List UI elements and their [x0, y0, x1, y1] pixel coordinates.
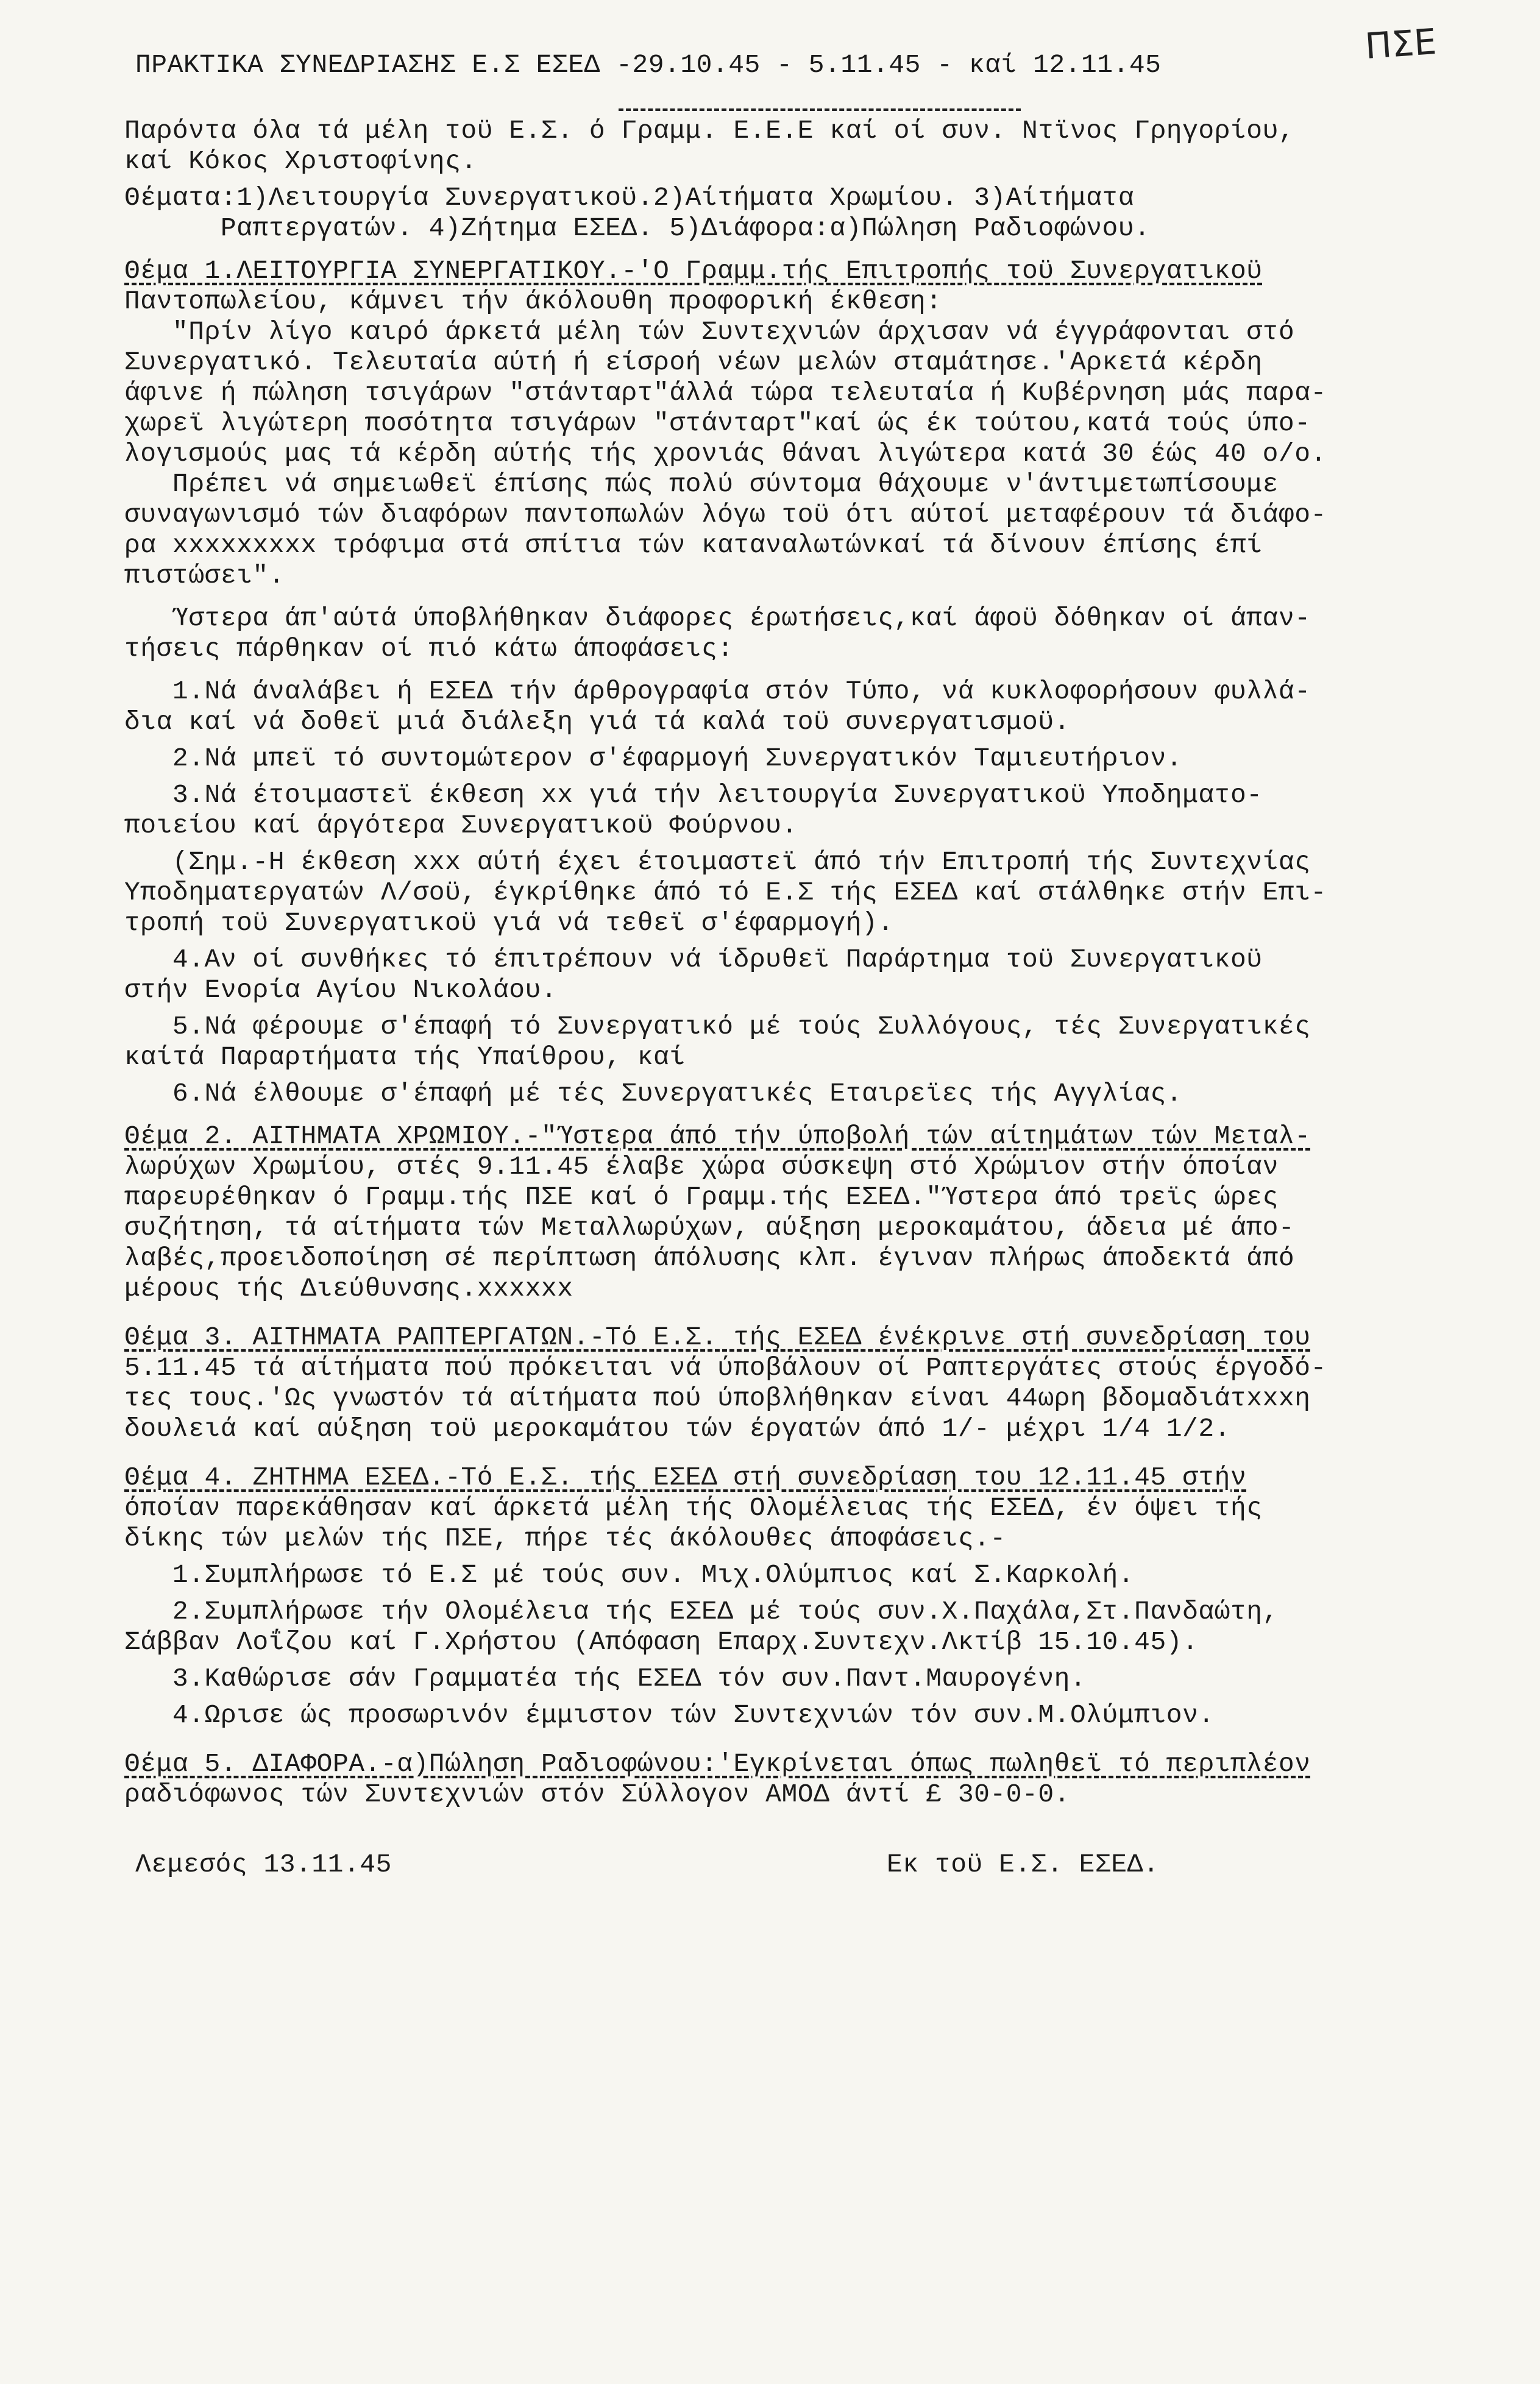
text-line: Ραπτεργατών. 4)Ζήτημα ΕΣΕΔ. 5)Διάφορα:α)Πώληση Ραδιοφώνου. [124, 213, 1151, 243]
text-line: συζήτηση, τά αίτήματα τών Μεταλλωρύχων, αύξηση μεροκαμάτου, άδεια μέ άπο- [124, 1213, 1295, 1243]
decision-item: 2.Συμπλήρωσε τήν Ολομέλεια τής ΕΣΕΔ μέ τούς συν.Χ.Παχάλα,Στ.Πανδαώτη, [124, 1597, 1279, 1627]
text-line: τροπή τοϋ Συνεργατικοϋ γιά νά τεθεϊ σ'έφαρμογή). [124, 908, 894, 938]
text-line: ρα xxxxxxxxx τρόφιμα στά σπίτια τών καταναλωτώνκαί τά δίνουν έπίσης έπί [124, 530, 1263, 560]
text-line: παρευρέθηκαν ό Γραμμ.τής ΠΣΕ καί ό Γραμμ.τής ΕΣΕΔ."Ύστερα άπό τρεϊς ώρες [124, 1182, 1279, 1212]
text-line: λαβές,προειδοποίηση σέ περίπτωση άπόλυσης κλπ. έγιναν πλήρως άποδεκτά άπό [124, 1243, 1295, 1273]
section-heading: Θέμα 5. ΔΙΑΦΟΡΑ.-α)Πώληση Ραδιοφώνου:'Εγκρίνεται όπως πωληθεϊ τό περιπλέον [124, 1749, 1311, 1779]
text-line: Θέματα:1)Λειτουργία Συνεργατικοϋ.2)Αίτήματα Χρωμίου. 3)Αίτήματα [124, 183, 1135, 213]
text-line: λωρύχων Χρωμίου, στές 9.11.45 έλαβε χώρα σύσκεψη στό Χρώμιον στήν όποίαν [124, 1152, 1279, 1182]
text-line: 5.11.45 τά αίτήματα πού πρόκειται νά ύποβάλουν οί Ραπτεργάτες στούς έργοδό- [124, 1353, 1327, 1383]
text-line: Παντοπωλείου, κάμνει τήν άκόλουθη προφορική έκθεση: [124, 286, 942, 316]
text-line: δια καί νά δοθεϊ μιά διάλεξη γιά τά καλά τοϋ συνεργατισμοϋ. [124, 707, 1070, 737]
text-line: (Σημ.-Η έκθεση xxx αύτή έχει έτοιμαστεϊ άπό τήν Επιτροπή τής Συντεχνίας [124, 847, 1311, 877]
section-heading: Θέμα 1.ΛΕΙΤΟΥΡΓΙΑ ΣΥΝΕΡΓΑΤΙΚΟΥ.-'Ο Γραμμ.τής Επιτροπής τοϋ Συνεργατικοϋ [124, 256, 1263, 286]
text-line: Πρέπει νά σημειωθεϊ έπίσης πώς πολύ σύντομα θάχουμε ν'άντιμετωπίσουμε [124, 469, 1279, 499]
title-underline [619, 108, 1021, 111]
section-heading: Θέμα 3. ΑΙΤΗΜΑΤΑ ΡΑΠΤΕΡΓΑΤΩΝ.-Τό Ε.Σ. τής ΕΣΕΔ ένέκρινε στή συνεδρίαση του [124, 1322, 1311, 1352]
text-line: Ύστερα άπ'αύτά ύποβλήθηκαν διάφορες έρωτήσεις,καί άφοϋ δόθηκαν οί άπαν- [124, 603, 1311, 633]
decision-item: 4.Ωρισε ώς προσωρινόν έμμιστον τών Συντεχνιών τόν συν.Μ.Ολύμπιον. [124, 1700, 1215, 1730]
text-line: συναγωνισμό τών διαφόρων παντοπωλών λόγω τοϋ ότι αύτοί μεταφέρουν τά διάφο- [124, 500, 1327, 530]
text-line: μέρους τής Διεύθυνσης.xxxxxx [124, 1274, 573, 1304]
text-line: "Πρίν λίγο καιρό άρκετά μέλη τών Συντεχνιών άρχισαν νά έγγράφονται στό [124, 317, 1295, 347]
decision-item: 3.Καθώρισε σάν Γραμματέα τής ΕΣΕΔ τόν συν.Παντ.Μαυρογένη. [124, 1664, 1087, 1694]
place-date: Λεμεσός 13.11.45 [135, 1850, 392, 1879]
text-line: χωρεϊ λιγώτερη ποσότητα τσιγάρων "στάνταρτ"καί ώς έκ τούτου,κατά τούς ύπο- [124, 408, 1311, 438]
text-line: Παρόντα όλα τά μέλη τοϋ Ε.Σ. ό Γραμμ. Ε.Ε.Ε καί οί συν. Ντϊνος Γρηγορίου, [124, 116, 1295, 146]
decision-item: 1.Συμπλήρωσε τό Ε.Σ μέ τούς συν. Μιχ.Ολύμπιος καί Σ.Καρκολή. [124, 1560, 1135, 1590]
text-line: ραδιόφωνος τών Συντεχνιών στόν Σύλλογον ΑΜΟΔ άντί £ 30-0-0. [124, 1779, 1070, 1809]
text-line: Συνεργατικό. Τελευταία αύτή ή είσροή νέων μελών σταμάτησε.'Αρκετά κέρδη [124, 347, 1263, 377]
text-line: πιστώσει". [124, 561, 285, 591]
text-line: Υποδηματεργατών Λ/σοϋ, έγκρίθηκε άπό τό Ε.Σ τής ΕΣΕΔ καί στάλθηκε στήν Επι- [124, 878, 1327, 907]
text-line: ποιείου καί άργότερα Συνεργατικοϋ Φούρνου. [124, 811, 798, 840]
decision-item: 6.Νά έλθουμε σ'έπαφή μέ τές Συνεργατικές Εταιρεϊες τής Αγγλίας. [124, 1079, 1183, 1109]
section-heading: Θέμα 2. ΑΙΤΗΜΑΤΑ ΧΡΩΜΙΟΥ.-"Ύστερα άπό τήν ύποβολή τών αίτημάτων τών Μεταλ- [124, 1121, 1311, 1151]
document-title: ΠΡΑΚΤΙΚΑ ΣΥΝΕΔΡΙΑΣΗΣ Ε.Σ ΕΣΕΔ -29.10.45 - 5.11.45 - καί 12.11.45 [135, 50, 1162, 80]
text-line: καίτά Παραρτήματα τής Υπαίθρου, καί [124, 1042, 686, 1072]
text-line: λογισμούς μας τά κέρδη αύτής τής χρονιάς θάναι λιγώτερα κατά 30 έώς 40 ο/ο. [124, 439, 1327, 469]
text-line: Σάββαν Λοΐζου καί Γ.Χρήστου (Απόφαση Επαρχ.Συντεχν.Λκτίβ 15.10.45). [124, 1627, 1199, 1657]
handwritten-mark: ΠΣΕ [1363, 21, 1438, 67]
decision-item: 2.Νά μπεϊ τό συντομώτερον σ'έφαρμογή Συνεργατικόν Ταμιευτήριον. [124, 743, 1183, 773]
text-line: καί Κόκος Χριστοφίνης. [124, 146, 477, 176]
text-line: δουλειά καί αύξηση τοϋ μεροκαμάτου τών έργατών άπό 1/- μέχρι 1/4 1/2. [124, 1414, 1230, 1444]
text-line: δίκης τών μελών τής ΠΣΕ, πήρε τές άκόλουθες άποφάσεις.- [124, 1524, 1006, 1553]
decision-item: 5.Νά φέρουμε σ'έπαφή τό Συνεργατικό μέ τούς Συλλόγους, τές Συνεργατικές [124, 1012, 1311, 1041]
decision-item: 4.Αν οί συνθήκες τό έπιτρέπουν νά ίδρυθεϊ Παράρτημα τοϋ Συνεργατικοϋ [124, 945, 1263, 974]
section-heading: Θέμα 4. ΖΗΤΗΜΑ ΕΣΕΔ.-Τό Ε.Σ. τής ΕΣΕΔ στή συνεδρίαση του 12.11.45 στήν [124, 1463, 1247, 1492]
text-line: τες τους.'Ως γνωστόν τά αίτήματα πού ύποβλήθηκαν είναι 44ωρη βδομαδιάτxxxη [124, 1383, 1311, 1413]
text-line: άφινε ή πώληση τσιγάρων "στάνταρτ"άλλά τώρα τελευταία ή Κυβέρνηση μάς παρα- [124, 378, 1327, 408]
decision-item: 3.Νά έτοιμαστεϊ έκθεση xx γιά τήν λειτουργία Συνεργατικοϋ Υποδηματο- [124, 780, 1263, 810]
decision-item: 1.Νά άναλάβει ή ΕΣΕΔ τήν άρθρογραφία στόν Τύπο, νά κυκλοφορήσουν φυλλά- [124, 676, 1311, 706]
text-line: στήν Ενορία Αγίου Νικολάου. [124, 975, 558, 1005]
text-line: τήσεις πάρθηκαν οί πιό κάτω άποφάσεις: [124, 634, 734, 664]
signature-line: Εκ τοϋ Ε.Σ. ΕΣΕΔ. [887, 1850, 1160, 1879]
text-line: όποίαν παρεκάθησαν καί άρκετά μέλη τής Ολομέλειας τής ΕΣΕΔ, έν όψει τής [124, 1493, 1263, 1523]
